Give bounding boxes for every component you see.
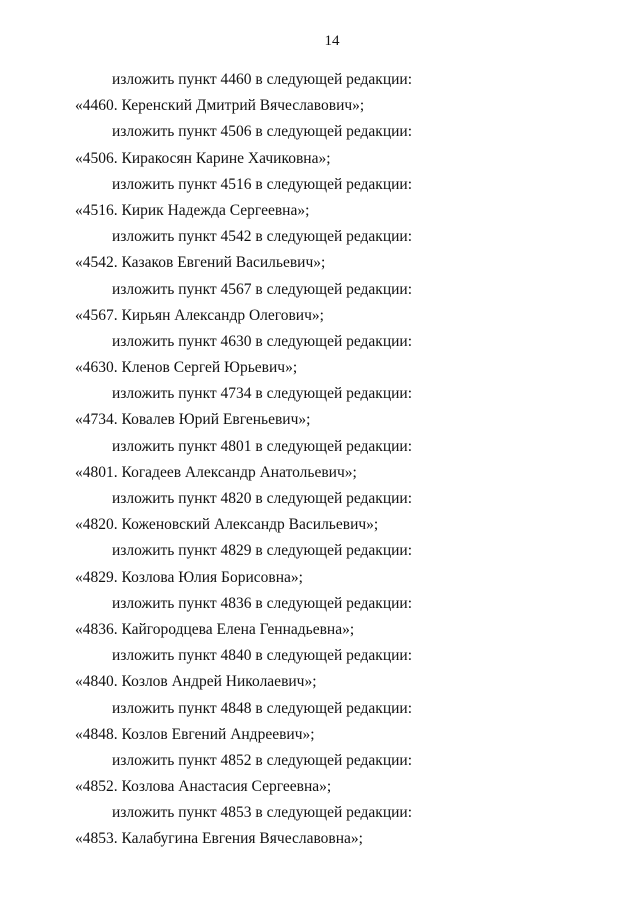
amended-entry: «4820. Коженовский Александр Васильевич»;	[75, 516, 379, 534]
amendment-instruction: изложить пункт 4852 в следующей редакции:	[112, 751, 413, 769]
amended-entry: «4852. Козлова Анастасия Сергеевна»;	[75, 778, 332, 796]
amended-entry: «4840. Козлов Андрей Николаевич»;	[75, 673, 317, 691]
list-item	[0, 329, 640, 381]
page-number: 14	[324, 33, 340, 49]
list-item	[0, 538, 640, 590]
list-item	[0, 119, 640, 171]
list-item	[0, 748, 640, 800]
list-item	[0, 486, 640, 538]
amended-entry: «4853. Калабугина Евгения Вячеславовна»;	[75, 830, 363, 848]
amendment-instruction: изложить пункт 4542 в следующей редакции:	[112, 228, 413, 246]
list-item	[0, 800, 640, 852]
amendment-instruction: изложить пункт 4840 в следующей редакции:	[112, 647, 413, 665]
list-item	[0, 434, 640, 486]
amendment-instruction: изложить пункт 4567 в следующей редакции:	[112, 280, 413, 298]
amended-entry: «4506. Киракосян Карине Хачиковна»;	[75, 149, 331, 167]
amendment-instruction: изложить пункт 4848 в следующей редакции:	[112, 699, 413, 717]
amended-entry: «4630. Кленов Сергей Юрьевич»;	[75, 359, 298, 377]
amendment-instruction: изложить пункт 4460 в следующей редакции:	[112, 71, 413, 88]
amended-entry: «4836. Кайгородцева Елена Геннадьевна»;	[75, 620, 355, 638]
amended-entry: «4516. Кирик Надежда Сергеевна»;	[75, 201, 310, 219]
amendment-instruction: изложить пункт 4829 в следующей редакции:	[112, 542, 413, 560]
amended-entry: «4734. Ковалев Юрий Евгеньевич»;	[75, 411, 311, 429]
amended-entry: «4848. Козлов Евгений Андреевич»;	[75, 725, 315, 743]
document-body	[0, 67, 640, 853]
list-item	[0, 381, 640, 433]
list-item	[0, 591, 640, 643]
list-item	[0, 696, 640, 748]
list-item	[0, 643, 640, 695]
list-item	[0, 224, 640, 276]
amendment-instruction: изложить пункт 4516 в следующей редакции:	[112, 175, 413, 193]
list-item	[0, 172, 640, 224]
amended-entry: «4829. Козлова Юлия Борисовна»;	[75, 568, 303, 586]
amended-entry: «4801. Когадеев Александр Анатольевич»;	[75, 463, 357, 481]
amendment-instruction: изложить пункт 4506 в следующей редакции:	[112, 123, 413, 141]
amended-entry: «4542. Казаков Евгений Васильевич»;	[75, 254, 326, 272]
amendment-instruction: изложить пункт 4836 в следующей редакции:	[112, 594, 413, 612]
amendment-instruction: изложить пункт 4801 в следующей редакции:	[112, 437, 413, 455]
amended-entry: «4567. Кирьян Александр Олегович»;	[75, 306, 324, 324]
amendment-instruction: изложить пункт 4853 в следующей редакции:	[112, 804, 413, 822]
amendment-instruction: изложить пункт 4820 в следующей редакции:	[112, 490, 413, 507]
list-item	[0, 67, 640, 119]
amendment-instruction: изложить пункт 4734 в следующей редакции:	[112, 385, 413, 403]
amendment-instruction: изложить пункт 4630 в следующей редакции:	[112, 332, 413, 350]
amended-entry: «4460. Керенский Дмитрий Вячеславович»;	[75, 97, 365, 115]
list-item	[0, 277, 640, 329]
